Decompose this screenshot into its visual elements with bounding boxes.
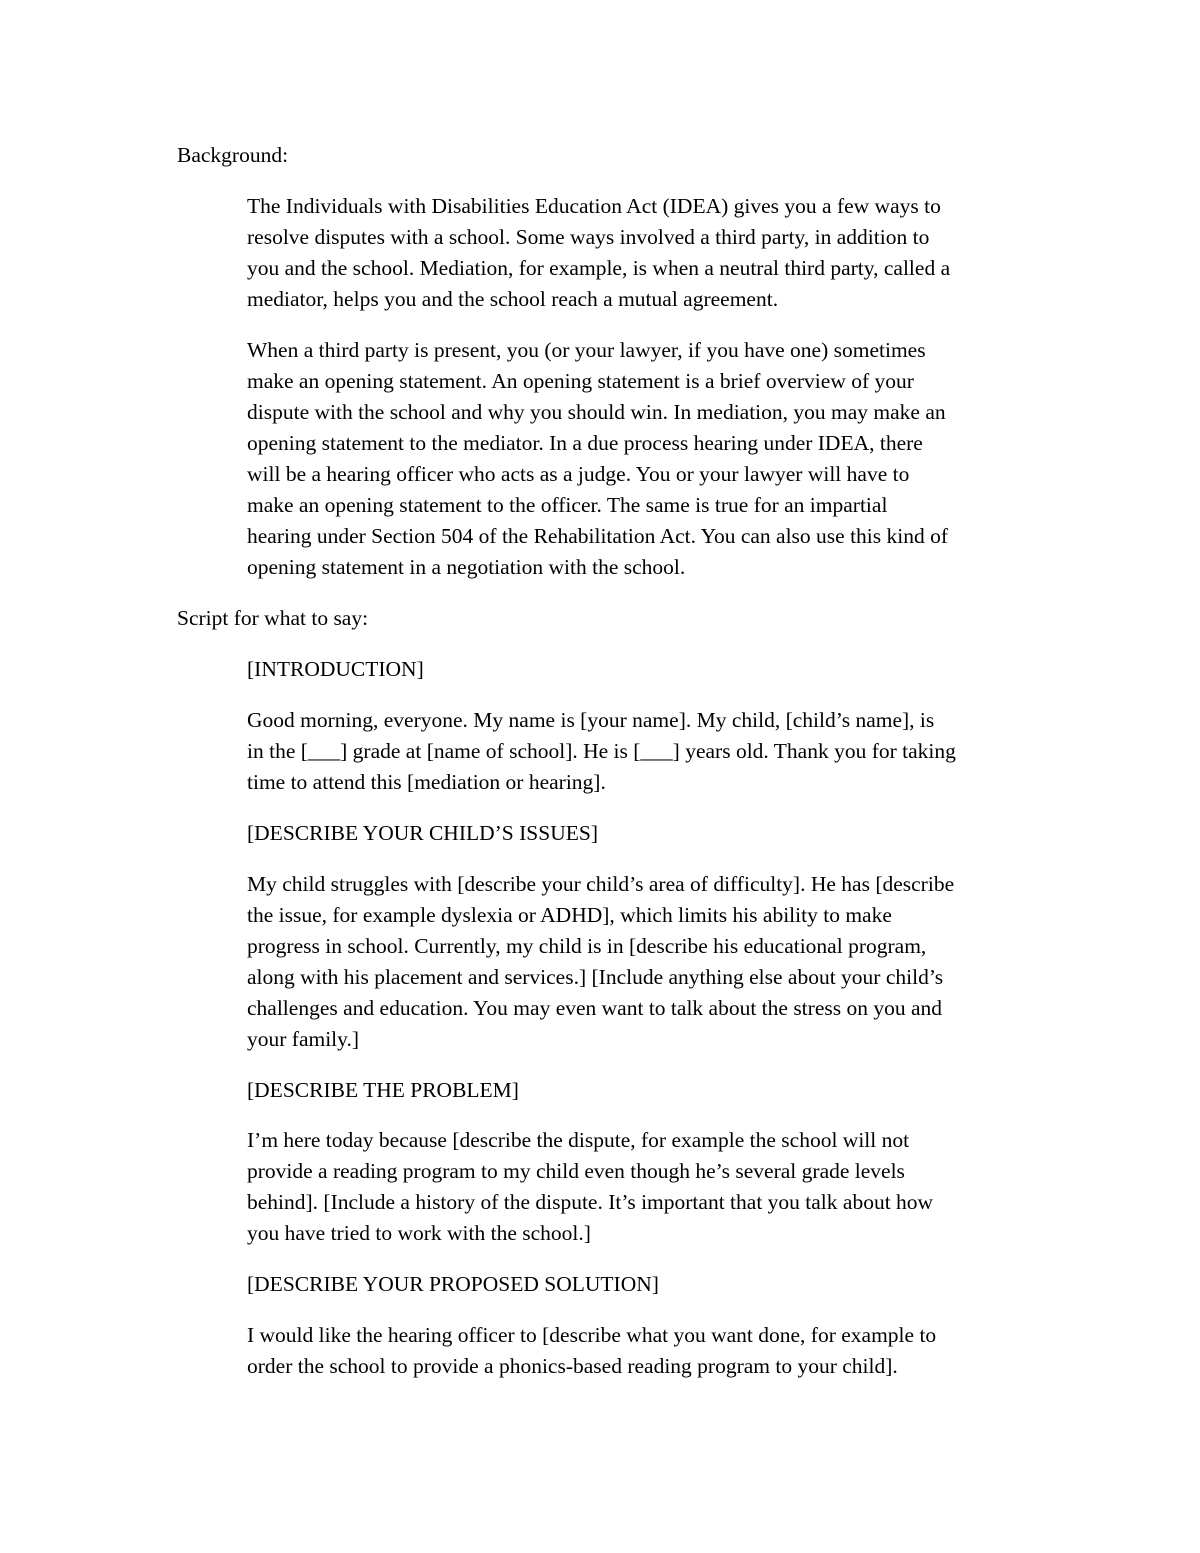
text-line: resolve disputes with a school. Some ways involved a third party, in addition to (247, 225, 930, 249)
solution-label: [DESCRIBE YOUR PROPOSED SOLUTION] (247, 1272, 659, 1296)
text-line: When a third party is present, you (or your lawyer, if you have one) sometimes (247, 338, 926, 362)
text-line: provide a reading program to my child even though he’s several grade levels (247, 1159, 905, 1183)
introduction-paragraph (247, 705, 1037, 798)
text-line: order the school to provide a phonics-based reading program to your child]. (247, 1354, 898, 1378)
text-line: hearing under Section 504 of the Rehabilitation Act. You can also use this kind of (247, 524, 949, 548)
text-line: you and the school. Mediation, for example, is when a neutral third party, called a (247, 256, 951, 280)
text-line: make an opening statement to the officer. The same is true for an impartial (247, 493, 888, 517)
text-line: The Individuals with Disabilities Education Act (IDEA) gives you a few ways to (247, 194, 941, 218)
text-line: progress in school. Currently, my child is in [describe his educational program, (247, 934, 927, 958)
text-line: dispute with the school and why you should win. In mediation, you may make an (247, 400, 946, 424)
text-line: My child struggles with [describe your child’s area of difficulty]. He has [describe (247, 872, 955, 896)
issues-paragraph (247, 869, 1037, 1055)
introduction-label: [INTRODUCTION] (247, 657, 424, 681)
background-paragraph-2 (247, 335, 1037, 583)
text-line: the issue, for example dyslexia or ADHD], which limits his ability to make (247, 903, 892, 927)
text-line: behind]. [Include a history of the dispute. It’s important that you talk about how (247, 1190, 934, 1214)
problem-label: [DESCRIBE THE PROBLEM] (247, 1078, 519, 1102)
text-line: along with his placement and services.] [Include anything else about your child’s (247, 965, 944, 989)
background-paragraph-1 (247, 191, 1037, 315)
text-line: make an opening statement. An opening statement is a brief overview of your (247, 369, 914, 393)
script-heading: Script for what to say: (177, 606, 369, 630)
background-heading: Background: (177, 143, 289, 167)
text-line: your family.] (247, 1027, 360, 1051)
text-line: I would like the hearing officer to [describe what you want done, for example to (247, 1323, 937, 1347)
text-line: mediator, helps you and the school reach a mutual agreement. (247, 287, 779, 311)
text-line: opening statement to the mediator. In a due process hearing under IDEA, there (247, 431, 923, 455)
problem-paragraph (247, 1125, 1037, 1249)
text-line: time to attend this [mediation or hearing]. (247, 770, 606, 794)
text-line: challenges and education. You may even want to talk about the stress on you and (247, 996, 943, 1020)
text-line: in the [___] grade at [name of school]. He is [___] years old. Thank you for taking (247, 739, 956, 763)
text-line: you have tried to work with the school.] (247, 1221, 591, 1245)
text-line: Good morning, everyone. My name is [your name]. My child, [child’s name], is (247, 708, 935, 732)
solution-paragraph (247, 1320, 1037, 1382)
issues-label: [DESCRIBE YOUR CHILD’S ISSUES] (247, 821, 598, 845)
text-line: opening statement in a negotiation with the school. (247, 555, 686, 579)
text-line: will be a hearing officer who acts as a judge. You or your lawyer will have to (247, 462, 910, 486)
text-line: I’m here today because [describe the dispute, for example the school will not (247, 1128, 910, 1152)
